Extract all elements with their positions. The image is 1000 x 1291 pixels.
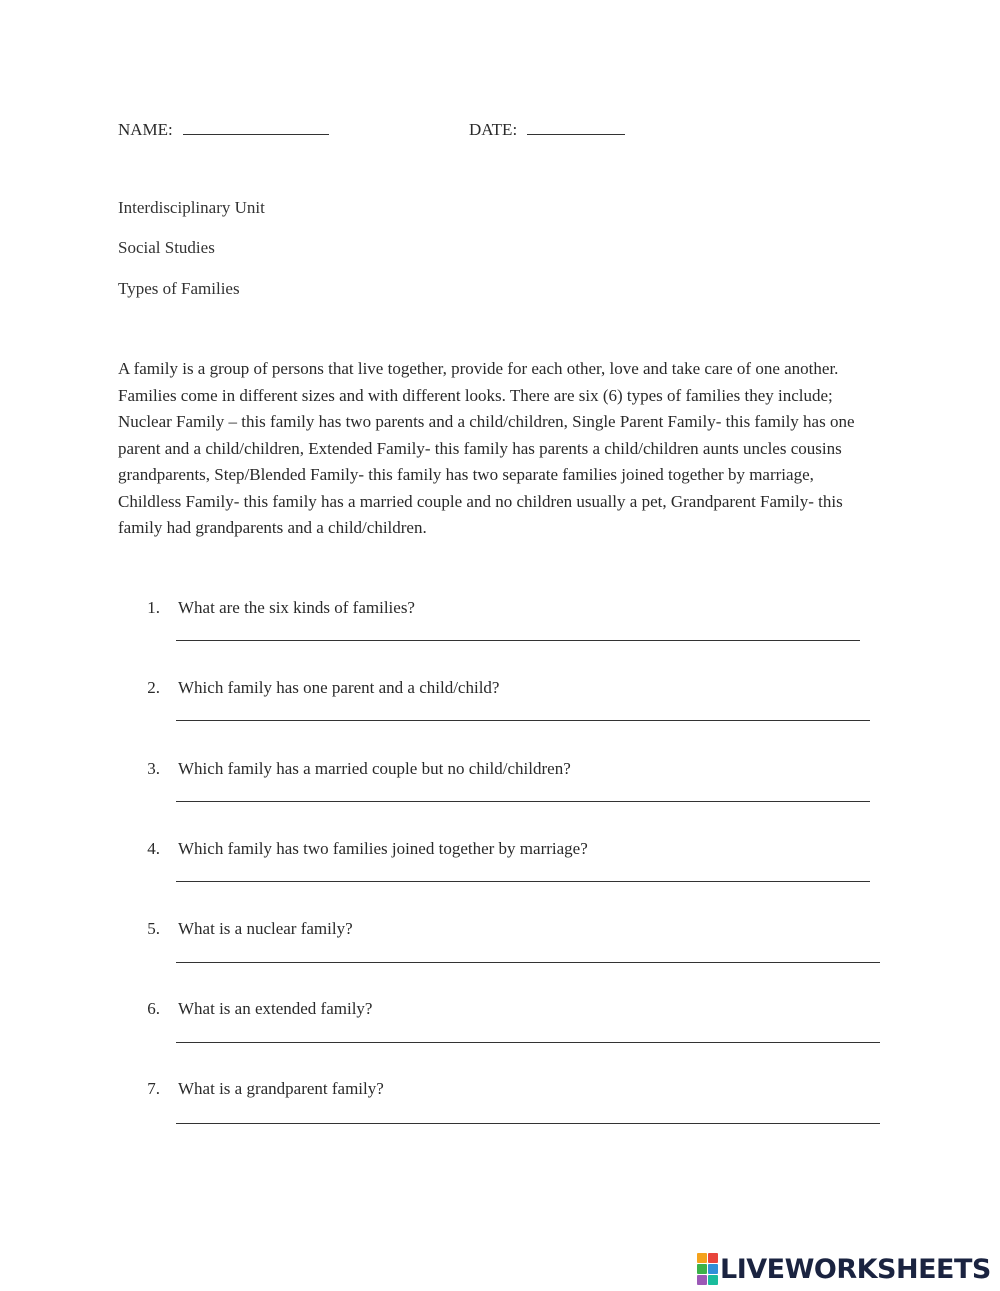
question-number: 6. [147, 999, 160, 1018]
answer-line-5[interactable] [176, 962, 880, 963]
subject-line: Social Studies [118, 238, 215, 257]
question-text: What is an extended family? [178, 999, 373, 1018]
name-label: NAME: [118, 120, 173, 139]
question-2 [138, 678, 499, 698]
question-3 [138, 759, 571, 779]
question-text: Which family has two families joined together by marriage? [178, 839, 588, 858]
question-number: 5. [147, 919, 160, 938]
answer-line-6[interactable] [176, 1042, 880, 1043]
logo-text: LIVEWORKSHEETS [720, 1253, 991, 1285]
question-number: 3. [147, 759, 160, 778]
question-1 [138, 598, 415, 618]
answer-line-3[interactable] [176, 801, 870, 802]
question-text: Which family has a married couple but no child/children? [178, 759, 571, 778]
question-text: What is a nuclear family? [178, 919, 353, 938]
question-5 [138, 919, 353, 939]
date-field [469, 118, 625, 140]
question-text: Which family has one parent and a child/child? [178, 678, 500, 697]
date-blank[interactable] [527, 118, 625, 135]
answer-line-7[interactable] [176, 1123, 880, 1124]
question-6 [138, 999, 372, 1019]
date-label: DATE: [469, 120, 518, 139]
question-7 [138, 1079, 384, 1099]
liveworksheets-blocks-icon [697, 1253, 718, 1285]
question-number: 4. [147, 839, 160, 858]
question-number: 1. [147, 598, 160, 617]
name-blank[interactable] [183, 118, 329, 135]
question-text: What is a grandparent family? [178, 1079, 384, 1098]
unit-line: Interdisciplinary Unit [118, 198, 265, 217]
answer-line-1[interactable] [176, 640, 860, 641]
intro-paragraph: A family is a group of persons that live together, provide for each other, love and take care of one another. Families come in different sizes and with different looks. There are six (6) types of families they include; Nuclear Family – this family has two parents and a child/children, Single Parent Family- this family has one parent and a child/children, Extended Family- this family has parents a child/children aunts uncles cousins grandparents, Step/Blended Family- this family has two separate families joined together by marriage, Childless Family- this family has a married couple and no children usually a pet, Grandparent Family- this family had grandparents and a child/children. [118, 359, 855, 537]
liveworksheets-logo [697, 1254, 991, 1284]
question-4 [138, 839, 588, 859]
name-field [118, 118, 329, 140]
question-number: 2. [147, 678, 160, 697]
question-number: 7. [147, 1079, 160, 1098]
answer-line-4[interactable] [176, 881, 870, 882]
answer-line-2[interactable] [176, 720, 870, 721]
topic-line: Types of Families [118, 279, 240, 298]
question-text: What are the six kinds of families? [178, 598, 415, 617]
